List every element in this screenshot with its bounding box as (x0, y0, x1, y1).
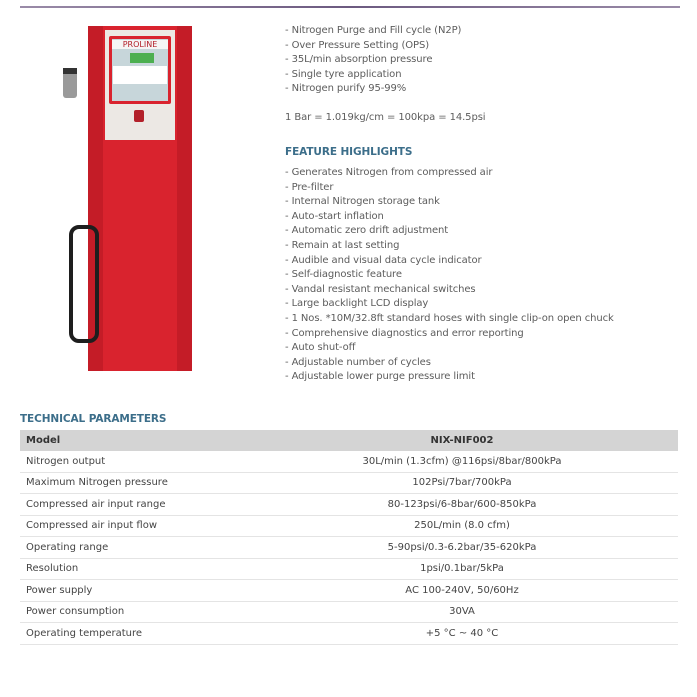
spec-item: - Over Pressure Setting (OPS) (285, 39, 430, 51)
spec-list (285, 24, 461, 97)
table-row (20, 623, 678, 645)
spec-item: - Nitrogen Purge and Fill cycle (N2P) (285, 25, 462, 36)
top-divider (20, 6, 680, 8)
feature-item: - Comprehensive diagnostics and error reporting (285, 327, 524, 339)
feature-item: - Adjustable lower purge pressure limit (285, 371, 475, 383)
row-value: 80-123psi/6-8bar/600-850kPa (246, 494, 678, 516)
feature-item: - Generates Nitrogen from compressed air (285, 167, 493, 178)
table-row (20, 451, 678, 472)
row-value: 1psi/0.1bar/5kPa (246, 558, 678, 580)
feature-item: - Internal Nitrogen storage tank (285, 196, 440, 208)
row-value: 5-90psi/0.3-6.2bar/35-620kPa (246, 537, 678, 559)
row-value: 250L/min (8.0 cfm) (246, 515, 678, 537)
row-label: Nitrogen output (20, 451, 246, 472)
feature-item: - Large backlight LCD display (285, 298, 429, 310)
unit-conversion: 1 Bar = 1.019kg/cm = 100kpa = 14.5psi (285, 112, 486, 123)
feature-list (285, 166, 614, 385)
table-row (20, 580, 678, 602)
header-label: Model (20, 430, 246, 451)
spec-item: - 35L/min absorption pressure (285, 54, 433, 66)
feature-item: - Audible and visual data cycle indicator (285, 254, 482, 266)
row-value: +5 °C ~ 40 °C (246, 623, 678, 645)
feature-item: - Vandal resistant mechanical switches (285, 283, 476, 295)
row-label: Compressed air input range (20, 494, 246, 516)
feature-highlights-heading: FEATURE HIGHLIGHTS (285, 146, 413, 158)
header-value: NIX-NIF002 (246, 430, 678, 451)
table-row (20, 558, 678, 580)
table-row (20, 494, 678, 516)
row-label: Operating temperature (20, 623, 246, 645)
feature-item: - Pre-filter (285, 181, 334, 193)
table-row (20, 601, 678, 623)
feature-item: - Auto shut-off (285, 342, 356, 354)
table-header-row (20, 430, 678, 451)
row-label: Resolution (20, 558, 246, 580)
table-row (20, 472, 678, 494)
technical-parameters-table (20, 430, 678, 645)
feature-item: - Auto-start inflation (285, 210, 384, 222)
brand-logo: PROLINE (112, 40, 168, 49)
feature-item: - Self-diagnostic feature (285, 269, 402, 281)
row-value: 30L/min (1.3cfm) @116psi/8bar/800kPa (246, 451, 678, 472)
row-label: Maximum Nitrogen pressure (20, 472, 246, 494)
table-row (20, 515, 678, 537)
feature-item: - Automatic zero drift adjustment (285, 225, 449, 237)
row-label: Power consumption (20, 601, 246, 623)
feature-item: - Remain at last setting (285, 239, 400, 251)
row-label: Power supply (20, 580, 246, 602)
feature-item: - Adjustable number of cycles (285, 356, 431, 368)
row-value: AC 100-240V, 50/60Hz (246, 580, 678, 602)
technical-parameters-heading: TECHNICAL PARAMETERS (20, 413, 167, 425)
product-image-nitrogen-inflator (55, 20, 205, 380)
spec-item: - Nitrogen purify 95-99% (285, 83, 407, 95)
row-label: Compressed air input flow (20, 515, 246, 537)
row-value: 30VA (246, 601, 678, 623)
row-value: 102Psi/7bar/700kPa (246, 472, 678, 494)
row-label: Operating range (20, 537, 246, 559)
table-row (20, 537, 678, 559)
feature-item: - 1 Nos. *10M/32.8ft standard hoses with single clip-on open chuck (285, 312, 614, 324)
spec-item: - Single tyre application (285, 68, 402, 80)
